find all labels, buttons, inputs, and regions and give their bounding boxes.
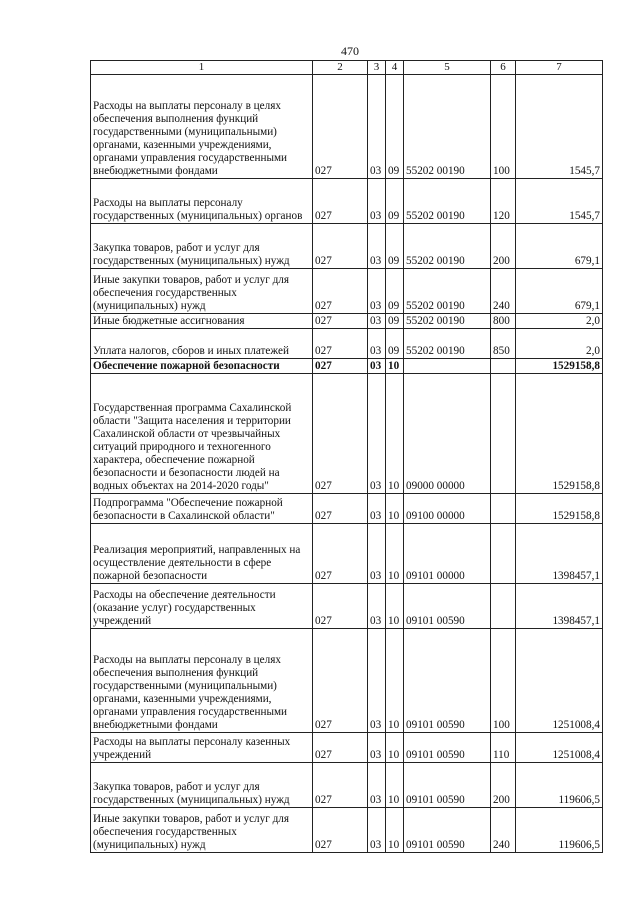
row-code: 027 xyxy=(313,359,368,374)
row-section: 03 xyxy=(368,329,386,359)
row-name: Расходы на обеспечение деятельности (оказание услуг) государственных учреждений xyxy=(91,584,313,629)
row-type xyxy=(491,584,516,629)
row-name: Расходы на выплаты персоналу в целях обеспечения выполнения функций государственными (муниципальными) органами, казенными учреждениями, органами управления государственными внебюджетными фондами xyxy=(91,75,313,179)
row-section: 03 xyxy=(368,179,386,224)
table-row xyxy=(91,733,603,763)
row-subsection: 10 xyxy=(386,629,404,733)
row-type: 850 xyxy=(491,329,516,359)
row-amount: 2,0 xyxy=(516,329,603,359)
row-section: 03 xyxy=(368,629,386,733)
row-section: 03 xyxy=(368,494,386,524)
row-code: 027 xyxy=(313,584,368,629)
row-target: 55202 00190 xyxy=(404,329,491,359)
row-code: 027 xyxy=(313,763,368,808)
row-type xyxy=(491,494,516,524)
row-code: 027 xyxy=(313,374,368,494)
row-subsection: 09 xyxy=(386,314,404,329)
row-type: 100 xyxy=(491,629,516,733)
row-section: 03 xyxy=(368,359,386,374)
row-amount: 119606,5 xyxy=(516,808,603,853)
row-amount: 679,1 xyxy=(516,224,603,269)
row-subsection: 09 xyxy=(386,75,404,179)
row-code: 027 xyxy=(313,524,368,584)
row-type: 200 xyxy=(491,763,516,808)
row-section: 03 xyxy=(368,733,386,763)
row-target: 55202 00190 xyxy=(404,75,491,179)
row-code: 027 xyxy=(313,224,368,269)
table-row xyxy=(91,808,603,853)
row-name: Иные закупки товаров, работ и услуг для обеспечения государственных (муниципальных) нужд xyxy=(91,808,313,853)
row-name: Расходы на выплаты персоналу в целях обеспечения выполнения функций государственными (муниципальными) органами, казенными учреждениями, органами управления государственными внебюджетными фондами xyxy=(91,629,313,733)
row-code: 027 xyxy=(313,329,368,359)
row-type: 110 xyxy=(491,733,516,763)
row-amount: 1251008,4 xyxy=(516,629,603,733)
row-code: 027 xyxy=(313,733,368,763)
row-subsection: 10 xyxy=(386,763,404,808)
row-subsection: 10 xyxy=(386,733,404,763)
row-section: 03 xyxy=(368,374,386,494)
row-name: Уплата налогов, сборов и иных платежей xyxy=(91,329,313,359)
row-subsection: 09 xyxy=(386,179,404,224)
table-row xyxy=(91,179,603,224)
page-number: 470 xyxy=(341,44,359,58)
row-subsection: 10 xyxy=(386,584,404,629)
row-name: Расходы на выплаты персоналу казенных учреждений xyxy=(91,733,313,763)
row-subsection: 10 xyxy=(386,374,404,494)
row-amount: 1398457,1 xyxy=(516,584,603,629)
row-subsection: 10 xyxy=(386,524,404,584)
row-subsection: 09 xyxy=(386,329,404,359)
row-type: 800 xyxy=(491,314,516,329)
row-amount: 1251008,4 xyxy=(516,733,603,763)
row-section: 03 xyxy=(368,808,386,853)
row-type xyxy=(491,524,516,584)
row-section: 03 xyxy=(368,524,386,584)
table-row xyxy=(91,224,603,269)
row-name: Подпрограмма "Обеспечение пожарной безопасности в Сахалинской области" xyxy=(91,494,313,524)
row-amount: 1545,7 xyxy=(516,179,603,224)
budget-table xyxy=(90,60,603,853)
row-target xyxy=(404,359,491,374)
row-type xyxy=(491,359,516,374)
row-target: 09101 00000 xyxy=(404,524,491,584)
header-row xyxy=(91,61,603,75)
row-type: 200 xyxy=(491,224,516,269)
column-header: 4 xyxy=(386,61,404,75)
row-amount: 119606,5 xyxy=(516,763,603,808)
row-target: 09101 00590 xyxy=(404,629,491,733)
table-row xyxy=(91,524,603,584)
row-type xyxy=(491,374,516,494)
row-subsection: 09 xyxy=(386,224,404,269)
row-target: 55202 00190 xyxy=(404,269,491,314)
row-section: 03 xyxy=(368,269,386,314)
table-row xyxy=(91,359,603,374)
row-name: Реализация мероприятий, направленных на осуществление деятельности в сфере пожарной безопасности xyxy=(91,524,313,584)
row-target: 55202 00190 xyxy=(404,179,491,224)
row-name: Иные бюджетные ассигнования xyxy=(91,314,313,329)
row-section: 03 xyxy=(368,224,386,269)
table-row xyxy=(91,763,603,808)
row-target: 09101 00590 xyxy=(404,733,491,763)
row-target: 55202 00190 xyxy=(404,314,491,329)
row-name: Иные закупки товаров, работ и услуг для обеспечения государственных (муниципальных) нужд xyxy=(91,269,313,314)
table-row xyxy=(91,584,603,629)
table-row xyxy=(91,75,603,179)
row-section: 03 xyxy=(368,584,386,629)
row-code: 027 xyxy=(313,269,368,314)
row-type: 240 xyxy=(491,269,516,314)
table-row xyxy=(91,629,603,733)
row-type: 100 xyxy=(491,75,516,179)
row-code: 027 xyxy=(313,808,368,853)
column-header: 3 xyxy=(368,61,386,75)
row-subsection: 10 xyxy=(386,359,404,374)
column-header: 2 xyxy=(313,61,368,75)
row-target: 09101 00590 xyxy=(404,763,491,808)
row-amount: 1545,7 xyxy=(516,75,603,179)
row-section: 03 xyxy=(368,314,386,329)
row-section: 03 xyxy=(368,763,386,808)
row-name: Расходы на выплаты персоналу государственных (муниципальных) органов xyxy=(91,179,313,224)
row-subsection: 09 xyxy=(386,269,404,314)
table-row xyxy=(91,314,603,329)
table-row xyxy=(91,269,603,314)
row-code: 027 xyxy=(313,494,368,524)
row-target: 55202 00190 xyxy=(404,224,491,269)
row-target: 09101 00590 xyxy=(404,584,491,629)
row-name: Закупка товаров, работ и услуг для государственных (муниципальных) нужд xyxy=(91,763,313,808)
column-header: 5 xyxy=(404,61,491,75)
table-row xyxy=(91,374,603,494)
row-target: 09100 00000 xyxy=(404,494,491,524)
table-row xyxy=(91,329,603,359)
row-name: Закупка товаров, работ и услуг для государственных (муниципальных) нужд xyxy=(91,224,313,269)
row-name: Государственная программа Сахалинской области "Защита населения и территории Сахалинской области от чрезвычайных ситуаций природного и техногенного характера, обеспечение пожарной безопасности и безопасности людей на водных объектах на 2014-2020 годы" xyxy=(91,374,313,494)
row-amount: 2,0 xyxy=(516,314,603,329)
row-code: 027 xyxy=(313,629,368,733)
row-type: 120 xyxy=(491,179,516,224)
row-target: 09000 00000 xyxy=(404,374,491,494)
row-name: Обеспечение пожарной безопасности xyxy=(91,359,313,374)
row-amount: 679,1 xyxy=(516,269,603,314)
row-amount: 1529158,8 xyxy=(516,494,603,524)
column-header: 1 xyxy=(91,61,313,75)
row-target: 09101 00590 xyxy=(404,808,491,853)
row-subsection: 10 xyxy=(386,494,404,524)
row-amount: 1529158,8 xyxy=(516,374,603,494)
row-section: 03 xyxy=(368,75,386,179)
row-code: 027 xyxy=(313,75,368,179)
row-code: 027 xyxy=(313,314,368,329)
column-header: 7 xyxy=(516,61,603,75)
column-header: 6 xyxy=(491,61,516,75)
row-type: 240 xyxy=(491,808,516,853)
row-code: 027 xyxy=(313,179,368,224)
row-amount: 1529158,8 xyxy=(516,359,603,374)
row-amount: 1398457,1 xyxy=(516,524,603,584)
table-row xyxy=(91,494,603,524)
row-subsection: 10 xyxy=(386,808,404,853)
